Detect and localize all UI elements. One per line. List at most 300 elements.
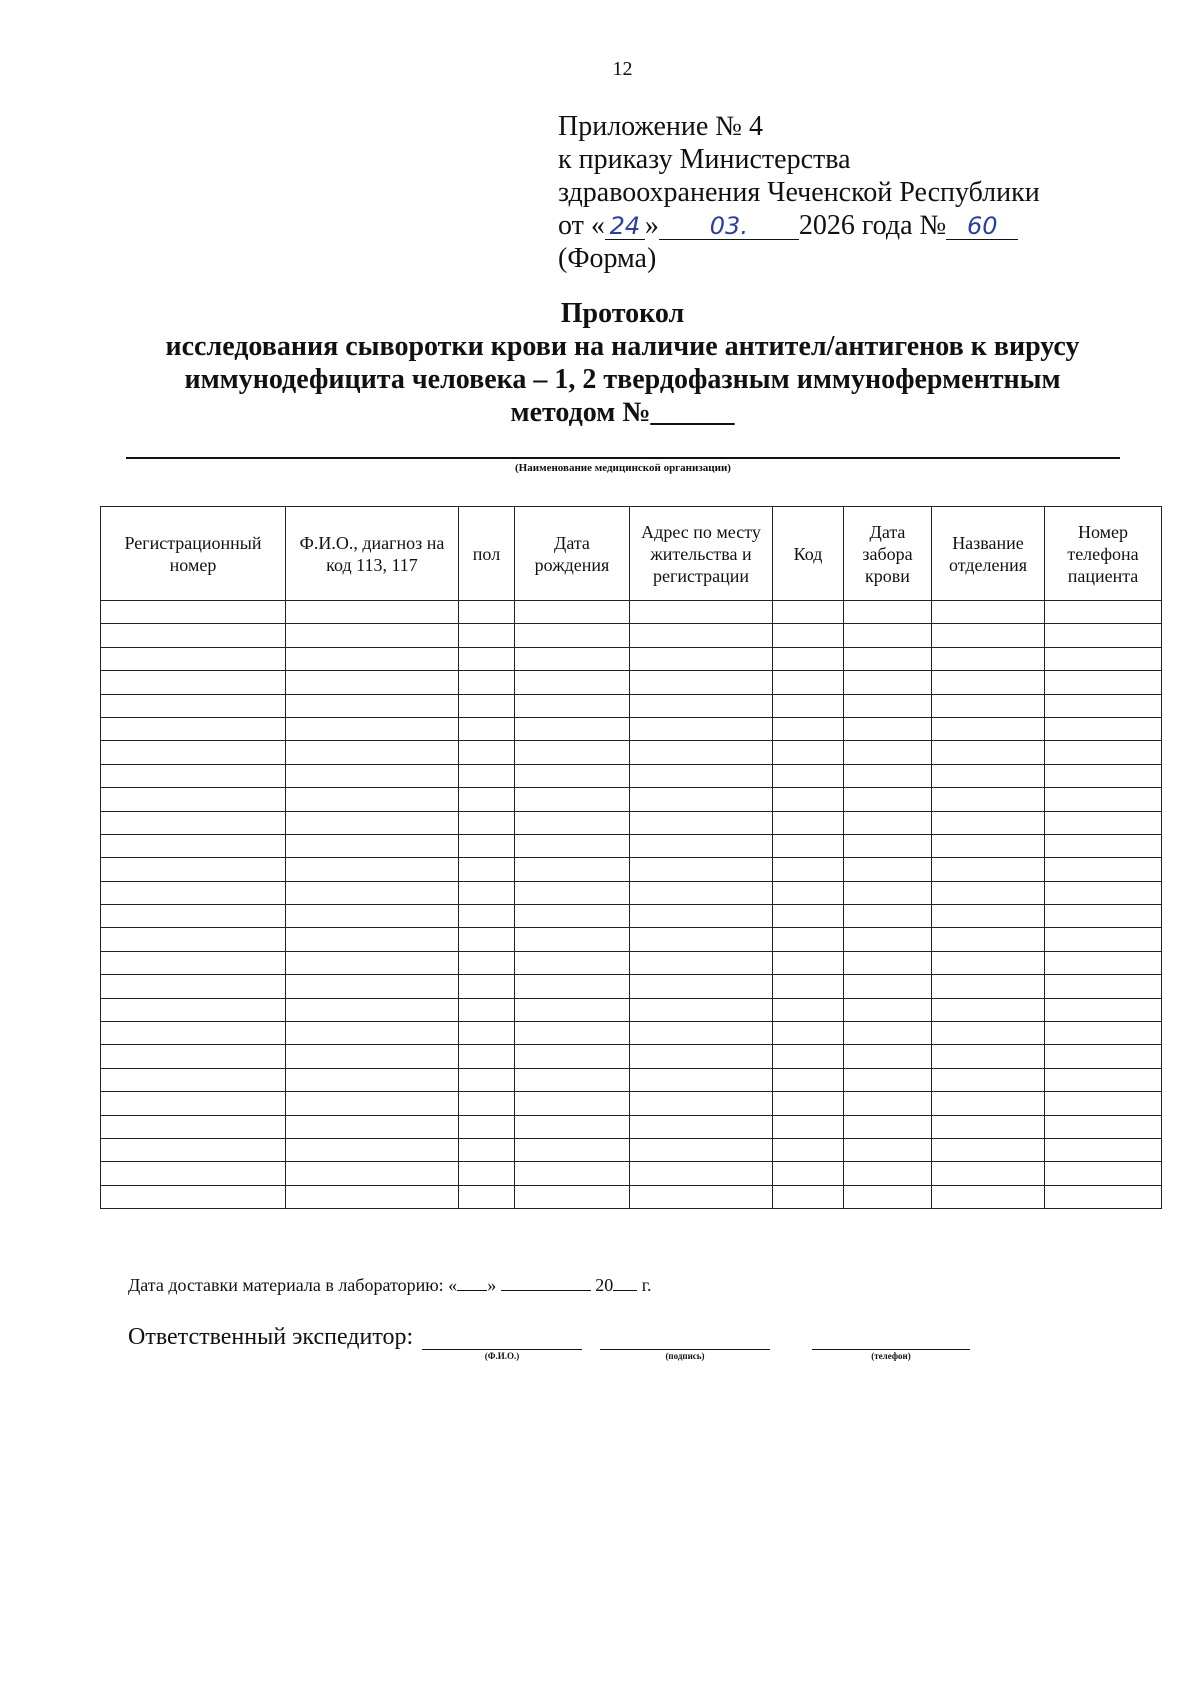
table-cell[interactable]	[1045, 1045, 1162, 1068]
table-cell[interactable]	[101, 998, 286, 1021]
table-cell[interactable]	[773, 1068, 844, 1091]
organization-name-line	[126, 457, 1120, 459]
table-cell[interactable]	[1045, 951, 1162, 974]
table-cell[interactable]	[101, 928, 286, 951]
header-address: Адрес по месту жительства и регистрации	[630, 507, 773, 601]
table-cell[interactable]	[101, 1115, 286, 1138]
table-cell[interactable]	[459, 1068, 515, 1091]
table-cell[interactable]	[286, 998, 459, 1021]
table-cell[interactable]	[515, 764, 630, 787]
table-cell[interactable]	[286, 928, 459, 951]
table-row	[101, 858, 1162, 881]
table-cell[interactable]	[932, 858, 1045, 881]
table-cell[interactable]	[459, 694, 515, 717]
table-cell[interactable]	[286, 858, 459, 881]
table-cell[interactable]	[286, 1022, 459, 1045]
table-cell[interactable]	[630, 858, 773, 881]
table-cell[interactable]	[286, 811, 459, 834]
table-cell[interactable]	[630, 694, 773, 717]
table-row	[101, 1138, 1162, 1161]
table-row	[101, 788, 1162, 811]
table-cell[interactable]	[101, 647, 286, 670]
table-cell[interactable]	[101, 1022, 286, 1045]
table-cell[interactable]	[459, 1162, 515, 1185]
table-cell[interactable]	[286, 1115, 459, 1138]
table-cell[interactable]	[844, 601, 932, 624]
table-cell[interactable]	[773, 1022, 844, 1045]
table-cell[interactable]	[459, 647, 515, 670]
table-cell[interactable]	[1045, 1022, 1162, 1045]
table-cell[interactable]	[630, 1138, 773, 1161]
table-cell[interactable]	[286, 1185, 459, 1208]
table-cell[interactable]	[630, 1092, 773, 1115]
table-cell[interactable]	[932, 1022, 1045, 1045]
table-cell[interactable]	[1045, 905, 1162, 928]
table-cell[interactable]	[932, 1045, 1045, 1068]
table-cell[interactable]	[101, 717, 286, 740]
table-cell[interactable]	[932, 788, 1045, 811]
table-cell[interactable]	[101, 1138, 286, 1161]
delivery-label: Дата доставки материала в лабораторию: «	[128, 1275, 458, 1295]
table-cell[interactable]	[459, 624, 515, 647]
table-cell[interactable]	[286, 951, 459, 974]
document-title	[150, 297, 1095, 429]
table-cell[interactable]	[459, 1138, 515, 1161]
table-cell[interactable]	[932, 881, 1045, 904]
table-body	[101, 601, 1162, 1209]
table-cell[interactable]	[932, 764, 1045, 787]
delivery-date-line	[128, 1272, 652, 1296]
table-cell[interactable]	[515, 951, 630, 974]
header-sex: пол	[459, 507, 515, 601]
table-cell[interactable]	[515, 811, 630, 834]
table-cell[interactable]	[773, 647, 844, 670]
table-cell[interactable]	[1045, 811, 1162, 834]
table-cell[interactable]	[630, 928, 773, 951]
table-cell[interactable]	[932, 694, 1045, 717]
delivery-year-suffix: г.	[641, 1275, 652, 1295]
date-prefix: от «	[558, 210, 605, 241]
table-cell[interactable]	[932, 601, 1045, 624]
table-cell[interactable]	[1045, 881, 1162, 904]
table-cell[interactable]	[459, 788, 515, 811]
signature-field[interactable]	[600, 1349, 770, 1361]
table-cell[interactable]	[1045, 1115, 1162, 1138]
table-cell[interactable]	[844, 788, 932, 811]
table-cell[interactable]	[773, 975, 844, 998]
table-cell[interactable]	[932, 1138, 1045, 1161]
signature-caption: (подпись)	[665, 1351, 705, 1361]
table-cell[interactable]	[515, 671, 630, 694]
table-cell[interactable]	[515, 975, 630, 998]
table-cell[interactable]	[459, 1115, 515, 1138]
table-cell[interactable]	[773, 694, 844, 717]
table-cell[interactable]	[286, 694, 459, 717]
appendix-header	[558, 110, 1040, 275]
table-cell[interactable]	[101, 601, 286, 624]
table-cell[interactable]	[286, 624, 459, 647]
table-cell[interactable]	[515, 1162, 630, 1185]
table-cell[interactable]	[286, 1092, 459, 1115]
table-cell[interactable]	[844, 741, 932, 764]
table-cell[interactable]	[101, 905, 286, 928]
table-cell[interactable]	[1045, 1162, 1162, 1185]
header-department: Название отделения	[932, 507, 1045, 601]
table-cell[interactable]	[630, 1185, 773, 1208]
table-cell[interactable]	[844, 928, 932, 951]
table-cell[interactable]	[101, 1162, 286, 1185]
table-cell[interactable]	[1045, 788, 1162, 811]
table-cell[interactable]	[515, 741, 630, 764]
table-cell[interactable]	[1045, 1092, 1162, 1115]
table-cell[interactable]	[630, 671, 773, 694]
table-cell[interactable]	[515, 858, 630, 881]
table-row	[101, 624, 1162, 647]
table-cell[interactable]	[932, 928, 1045, 951]
table-cell[interactable]	[932, 1092, 1045, 1115]
table-cell[interactable]	[773, 881, 844, 904]
table-row	[101, 764, 1162, 787]
table-cell[interactable]	[101, 951, 286, 974]
table-cell[interactable]	[101, 764, 286, 787]
table-cell[interactable]	[1045, 647, 1162, 670]
table-cell[interactable]	[286, 671, 459, 694]
table-cell[interactable]	[844, 1045, 932, 1068]
table-row	[101, 1162, 1162, 1185]
table-cell[interactable]	[515, 1185, 630, 1208]
table-cell[interactable]	[630, 881, 773, 904]
table-cell[interactable]	[286, 1138, 459, 1161]
table-cell[interactable]	[844, 717, 932, 740]
table-cell[interactable]	[101, 694, 286, 717]
table-cell[interactable]	[773, 764, 844, 787]
protocol-table	[100, 506, 1162, 1209]
appendix-date-line	[558, 209, 1040, 242]
table-cell[interactable]	[932, 1185, 1045, 1208]
table-cell[interactable]	[286, 881, 459, 904]
table-cell[interactable]	[515, 881, 630, 904]
table-cell[interactable]	[773, 1045, 844, 1068]
table-cell[interactable]	[844, 998, 932, 1021]
table-cell[interactable]	[630, 905, 773, 928]
header-registration-number: Регистрационный номер	[101, 507, 286, 601]
table-cell[interactable]	[773, 788, 844, 811]
table-cell[interactable]	[515, 834, 630, 857]
table-cell[interactable]	[773, 811, 844, 834]
delivery-day-field[interactable]	[457, 1272, 487, 1291]
table-cell[interactable]	[459, 905, 515, 928]
table-row	[101, 811, 1162, 834]
table-cell[interactable]	[932, 1068, 1045, 1091]
table-cell[interactable]	[515, 1068, 630, 1091]
table-cell[interactable]	[630, 764, 773, 787]
table-cell[interactable]	[932, 1162, 1045, 1185]
table-cell[interactable]	[932, 741, 1045, 764]
table-cell[interactable]	[459, 881, 515, 904]
table-cell[interactable]	[515, 928, 630, 951]
table-cell[interactable]	[844, 1185, 932, 1208]
order-day-handwritten: 24	[605, 213, 645, 240]
table-cell[interactable]	[1045, 671, 1162, 694]
table-cell[interactable]	[630, 601, 773, 624]
fio-field[interactable]	[422, 1349, 582, 1361]
table-row	[101, 741, 1162, 764]
table-cell[interactable]	[286, 905, 459, 928]
header-full-name-diagnosis: Ф.И.О., диагноз на код 113, 117	[286, 507, 459, 601]
table-cell[interactable]	[773, 951, 844, 974]
responsible-forwarder-label: Ответственный экспедитор:	[128, 1324, 414, 1350]
table-cell[interactable]	[844, 1092, 932, 1115]
table-cell[interactable]	[844, 1138, 932, 1161]
table-cell[interactable]	[932, 671, 1045, 694]
table-cell[interactable]	[101, 671, 286, 694]
table-cell[interactable]	[844, 1162, 932, 1185]
table-cell[interactable]	[286, 717, 459, 740]
table-cell[interactable]	[773, 717, 844, 740]
date-year-text: 2026 года №	[798, 210, 947, 241]
table-cell[interactable]	[515, 788, 630, 811]
delivery-year-field[interactable]	[613, 1272, 637, 1291]
table-row	[101, 694, 1162, 717]
table-cell[interactable]	[844, 1022, 932, 1045]
table-cell[interactable]	[515, 694, 630, 717]
table-cell[interactable]	[1045, 1068, 1162, 1091]
table-cell[interactable]	[286, 601, 459, 624]
table-cell[interactable]	[932, 951, 1045, 974]
table-cell[interactable]	[844, 671, 932, 694]
table-cell[interactable]	[515, 647, 630, 670]
table-cell[interactable]	[101, 834, 286, 857]
table-cell[interactable]	[286, 647, 459, 670]
header-birth-date: Дата рождения	[515, 507, 630, 601]
table-cell[interactable]	[630, 741, 773, 764]
table-cell[interactable]	[844, 764, 932, 787]
fio-caption: (Ф.И.О.)	[484, 1351, 520, 1361]
order-number-handwritten: 60	[946, 213, 1018, 240]
table-cell[interactable]	[101, 881, 286, 904]
table-cell[interactable]	[459, 741, 515, 764]
table-cell[interactable]	[773, 1138, 844, 1161]
table-cell[interactable]	[844, 811, 932, 834]
table-cell[interactable]	[630, 834, 773, 857]
table-cell[interactable]	[844, 834, 932, 857]
table-cell[interactable]	[459, 811, 515, 834]
table-cell[interactable]	[515, 905, 630, 928]
table-cell[interactable]	[773, 624, 844, 647]
table-cell[interactable]	[844, 647, 932, 670]
table-cell[interactable]	[773, 928, 844, 951]
table-cell[interactable]	[101, 1068, 286, 1091]
table-cell[interactable]	[515, 1022, 630, 1045]
table-cell[interactable]	[286, 741, 459, 764]
table-row	[101, 647, 1162, 670]
table-row	[101, 1092, 1162, 1115]
table-cell[interactable]	[1045, 834, 1162, 857]
table-row	[101, 1185, 1162, 1208]
table-cell[interactable]	[1045, 694, 1162, 717]
table-header-row	[101, 507, 1162, 601]
table-cell[interactable]	[630, 811, 773, 834]
table-cell[interactable]	[844, 1068, 932, 1091]
table-cell[interactable]	[1045, 624, 1162, 647]
table-cell[interactable]	[932, 1115, 1045, 1138]
table-cell[interactable]	[844, 1115, 932, 1138]
table-row	[101, 1022, 1162, 1045]
table-cell[interactable]	[459, 975, 515, 998]
table-cell[interactable]	[459, 1022, 515, 1045]
date-quote-close: »	[644, 210, 659, 241]
table-cell[interactable]	[844, 975, 932, 998]
table-cell[interactable]	[515, 601, 630, 624]
table-row	[101, 975, 1162, 998]
table-cell[interactable]	[932, 975, 1045, 998]
table-cell[interactable]	[101, 788, 286, 811]
table-cell[interactable]	[1045, 741, 1162, 764]
table-cell[interactable]	[286, 788, 459, 811]
table-cell[interactable]	[1045, 764, 1162, 787]
table-cell[interactable]	[630, 1022, 773, 1045]
table-cell[interactable]	[630, 1115, 773, 1138]
table-row	[101, 717, 1162, 740]
table-cell[interactable]	[459, 671, 515, 694]
table-cell[interactable]	[773, 671, 844, 694]
table-row	[101, 928, 1162, 951]
table-cell[interactable]	[515, 717, 630, 740]
table-cell[interactable]	[932, 624, 1045, 647]
table-cell[interactable]	[286, 1162, 459, 1185]
table-cell[interactable]	[1045, 1185, 1162, 1208]
page-number: 12	[612, 58, 633, 80]
table-cell[interactable]	[459, 1045, 515, 1068]
title-line-3: иммунодефицита человека – 1, 2 твердофазным иммуноферментным	[184, 364, 1061, 395]
header-blood-draw-date: Дата забора крови	[844, 507, 932, 601]
table-cell[interactable]	[932, 998, 1045, 1021]
table-cell[interactable]	[459, 834, 515, 857]
table-cell[interactable]	[844, 694, 932, 717]
table-cell[interactable]	[101, 858, 286, 881]
table-cell[interactable]	[630, 998, 773, 1021]
table-cell[interactable]	[459, 764, 515, 787]
table-cell[interactable]	[1045, 601, 1162, 624]
header-code: Код	[773, 507, 844, 601]
title-line-1: Протокол	[560, 298, 685, 329]
table-cell[interactable]	[286, 834, 459, 857]
table-cell[interactable]	[932, 905, 1045, 928]
organization-caption: (Наименование медицинской организации)	[515, 462, 731, 474]
table-cell[interactable]	[773, 858, 844, 881]
table-cell[interactable]	[773, 601, 844, 624]
table-cell[interactable]	[101, 975, 286, 998]
table-row	[101, 671, 1162, 694]
phone-caption: (телефон)	[871, 1351, 911, 1361]
appendix-title: Приложение № 4	[558, 111, 763, 142]
table-cell[interactable]	[459, 601, 515, 624]
table-cell[interactable]	[101, 741, 286, 764]
table-cell[interactable]	[630, 1068, 773, 1091]
table-cell[interactable]	[630, 624, 773, 647]
table-cell[interactable]	[1045, 858, 1162, 881]
table-cell[interactable]	[101, 1185, 286, 1208]
table-cell[interactable]	[773, 741, 844, 764]
table-cell[interactable]	[932, 811, 1045, 834]
table-cell[interactable]	[515, 624, 630, 647]
form-label: (Форма)	[558, 243, 657, 274]
delivery-century: 20	[595, 1275, 614, 1295]
table-cell[interactable]	[932, 717, 1045, 740]
table-cell[interactable]	[844, 858, 932, 881]
table-cell[interactable]	[515, 1092, 630, 1115]
phone-field[interactable]	[812, 1349, 970, 1361]
table-row	[101, 905, 1162, 928]
table-row	[101, 1045, 1162, 1068]
table-cell[interactable]	[773, 834, 844, 857]
table-cell[interactable]	[515, 1115, 630, 1138]
table-row	[101, 1068, 1162, 1091]
table-cell[interactable]	[459, 951, 515, 974]
table-cell[interactable]	[1045, 998, 1162, 1021]
table-cell[interactable]	[459, 858, 515, 881]
table-cell[interactable]	[932, 834, 1045, 857]
table-cell[interactable]	[515, 1045, 630, 1068]
table-cell[interactable]	[630, 975, 773, 998]
delivery-month-field[interactable]	[501, 1272, 591, 1291]
table-cell[interactable]	[630, 1045, 773, 1068]
table-cell[interactable]	[101, 624, 286, 647]
table-cell[interactable]	[286, 1045, 459, 1068]
table-cell[interactable]	[630, 717, 773, 740]
table-cell[interactable]	[515, 998, 630, 1021]
table-row	[101, 601, 1162, 624]
table-cell[interactable]	[459, 928, 515, 951]
table-cell[interactable]	[773, 1185, 844, 1208]
table-cell[interactable]	[459, 998, 515, 1021]
delivery-quote-close: »	[487, 1275, 497, 1295]
table-cell[interactable]	[773, 1162, 844, 1185]
table-cell[interactable]	[101, 811, 286, 834]
table-cell[interactable]	[630, 788, 773, 811]
order-month-handwritten: 03.	[659, 213, 799, 240]
table-cell[interactable]	[844, 624, 932, 647]
table-row	[101, 881, 1162, 904]
table-cell[interactable]	[630, 1162, 773, 1185]
table-cell[interactable]	[773, 1092, 844, 1115]
table-cell[interactable]	[286, 1068, 459, 1091]
table-cell[interactable]	[773, 1115, 844, 1138]
table-cell[interactable]	[459, 1185, 515, 1208]
table-cell[interactable]	[286, 764, 459, 787]
table-cell[interactable]	[101, 1092, 286, 1115]
table-cell[interactable]	[1045, 928, 1162, 951]
table-cell[interactable]	[1045, 717, 1162, 740]
table-cell[interactable]	[515, 1138, 630, 1161]
table-cell[interactable]	[1045, 975, 1162, 998]
table-cell[interactable]	[630, 647, 773, 670]
table-cell[interactable]	[844, 951, 932, 974]
title-line-4: методом №______	[510, 397, 735, 428]
table-cell[interactable]	[286, 975, 459, 998]
table-cell[interactable]	[773, 998, 844, 1021]
table-cell[interactable]	[932, 647, 1045, 670]
table-cell[interactable]	[1045, 1138, 1162, 1161]
table-cell[interactable]	[459, 717, 515, 740]
table-cell[interactable]	[459, 1092, 515, 1115]
table-cell[interactable]	[630, 951, 773, 974]
table-cell[interactable]	[101, 1045, 286, 1068]
table-cell[interactable]	[844, 905, 932, 928]
table-row	[101, 998, 1162, 1021]
table-cell[interactable]	[844, 881, 932, 904]
table-cell[interactable]	[773, 905, 844, 928]
